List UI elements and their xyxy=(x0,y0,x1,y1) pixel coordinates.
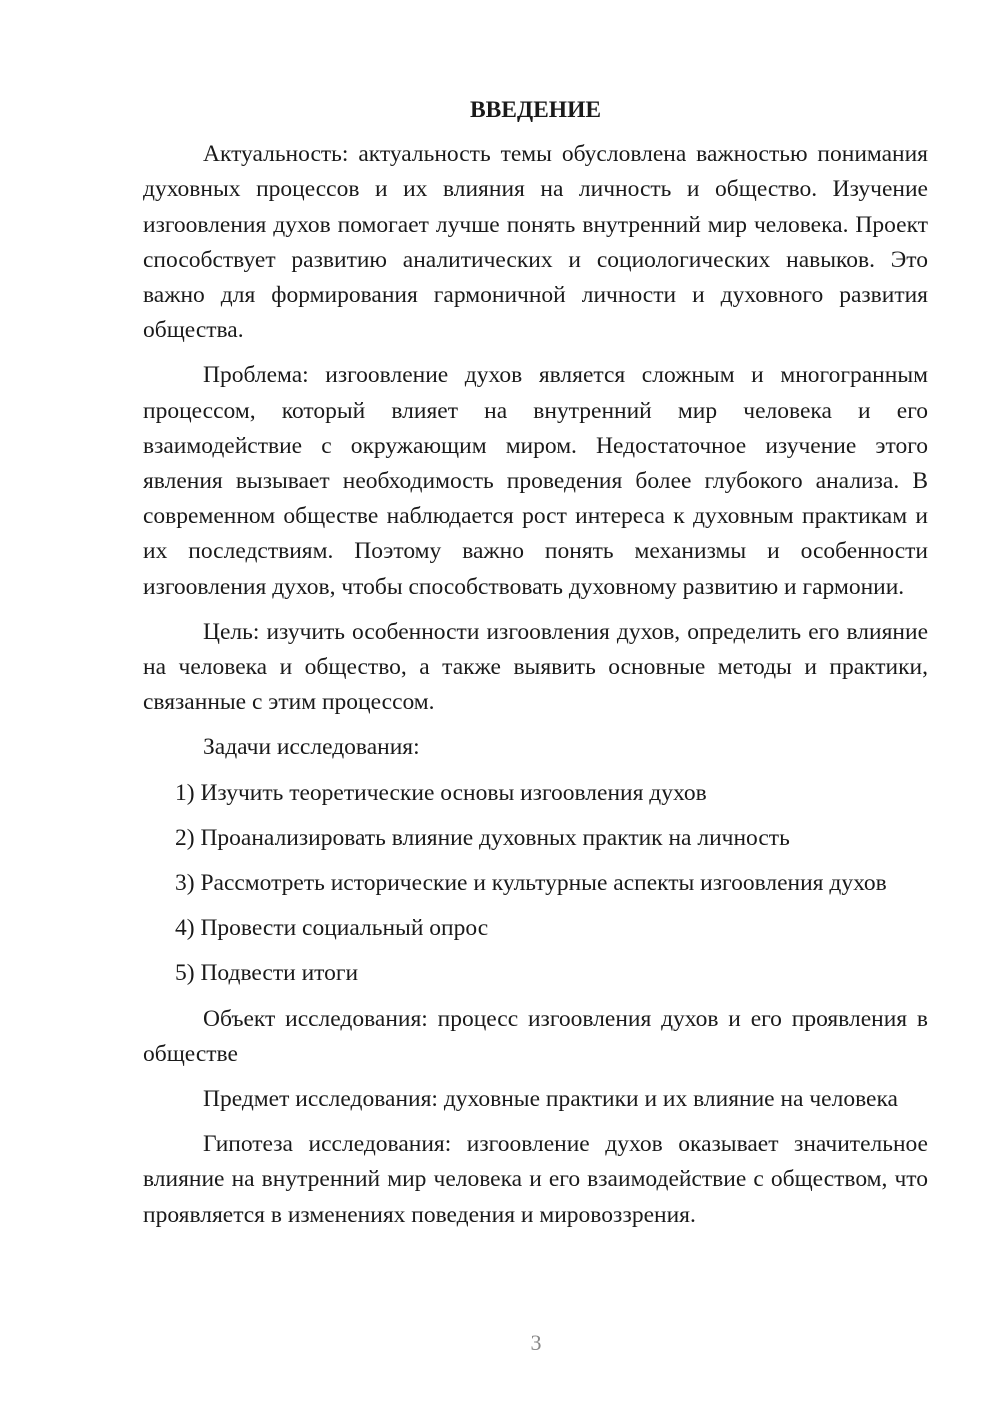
task-item: 5) Подвести итоги xyxy=(175,960,359,987)
paragraph-hypothesis: Гипотеза исследования: изгоовление духов оказывает значительное влияние на внутренний мир человека и его взаимодействие с обществом, что проявляется в изменениях поведения и мировоззрения. xyxy=(143,1131,928,1228)
task-item: 1) Изучить теоретические основы изгоовления духов xyxy=(175,779,707,806)
tasks-heading: Задачи исследования: xyxy=(203,734,420,761)
paragraph-goal: Цель: изучить особенности изгоовления духов, определить его влияние на человека и общество, а также выявить основные методы и практики, связанные с этим процессом. xyxy=(143,618,928,716)
task-item: 2) Проанализировать влияние духовных практик на личность xyxy=(175,824,790,851)
paragraph-subject: Предмет исследования: духовные практики и их влияние на человека xyxy=(203,1086,898,1113)
tasks-list xyxy=(143,776,928,992)
page-number: 3 xyxy=(530,1330,542,1355)
paragraph-problem: Проблема: изгоовление духов является сложным и многогранным процессом, который влияет на внутренний мир человека и его взаимодействие с окружающим миром. Недостаточное изучение этого явления вызывает необходимость проведения более глубокого анализа. В современном обществе наблюдается рост интереса к духовным практикам и их последствиям. Поэтому важно понять механизмы и особенности изгоовления духов, чтобы способствовать духовному развитию и гармонии. xyxy=(143,362,928,600)
paragraph-relevance: Актуальность: актуальность темы обусловлена важностью понимания духовных процессов и их влияния на личность и общество. Изучение изгоовления духов помогает лучше понять внутренний мир человека. Проект способствует развитию аналитических и социологических навыков. Это важно для формирования гармоничной личности и духовного развития общества. xyxy=(143,141,928,344)
page-content xyxy=(143,93,928,1243)
task-item: 3) Рассмотреть исторические и культурные аспекты изгоовления духов xyxy=(175,870,887,897)
paragraph-object: Объект исследования: процесс изгоовления духов и его проявления в обществе xyxy=(143,1005,928,1067)
section-title: ВВЕДЕНИЕ xyxy=(469,97,602,123)
task-item: 4) Провести социальный опрос xyxy=(175,915,489,942)
